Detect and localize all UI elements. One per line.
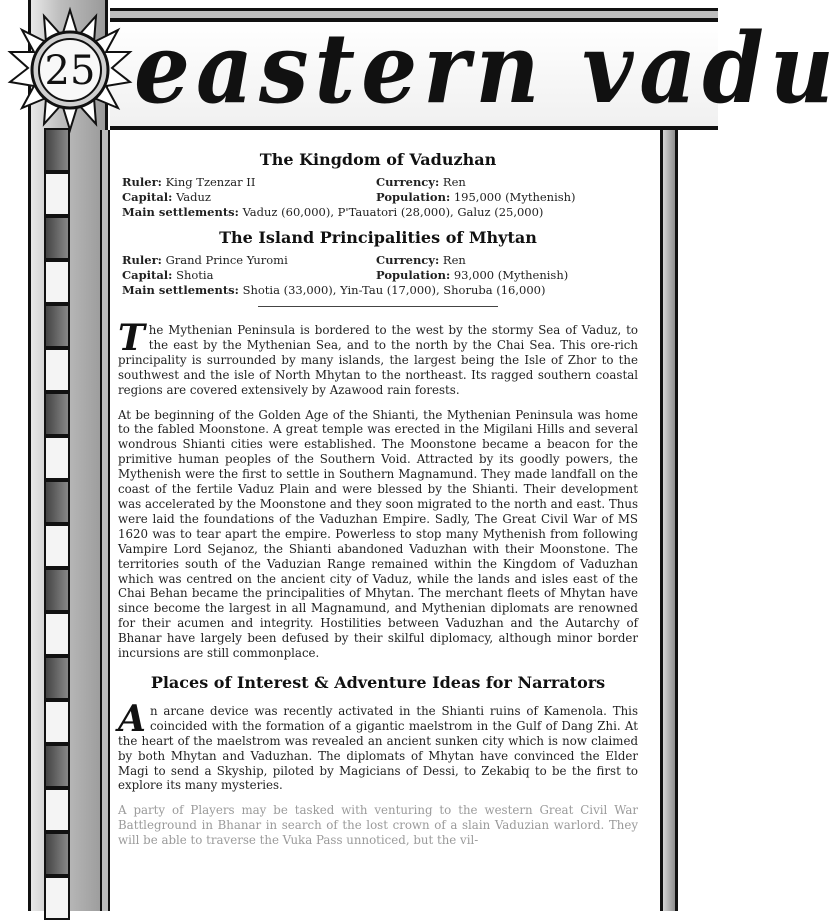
settlements-label: Main settlements: [122,205,239,219]
section-divider [258,306,498,307]
principalities-stats [122,253,638,298]
banner-title: eastern vadu [134,10,840,126]
left-frame-stripes [44,128,70,911]
chapter-banner [110,10,840,130]
capital-value: Vaduz [176,190,211,204]
paragraph-faded: A party of Players may be tasked with venturing to the western Great Civil War Battleground in Bhanar in search of the lost crown of a slain Vaduzian warlord. They will be able to traverse the Vuka Pass unnoticed, but the vil- [118,803,638,848]
kingdom-stats [122,175,638,220]
currency-label: Currency: [376,253,440,267]
population-label: Population: [376,190,451,204]
drop-cap: T [118,317,145,359]
capital-label: Capital: [122,268,173,282]
left-inner-rule [100,130,110,911]
paragraph-adventure [118,697,638,793]
settlements-value: Shotia (33,000), Yin-Tau (17,000), Shoruba (16,000) [242,283,546,297]
currency-value: Ren [442,175,466,189]
page-content [118,150,638,848]
ruler-label: Ruler: [122,253,162,267]
section-title: Places of Interest & Adventure Ideas for Narrators [150,672,606,692]
paragraph-geography [118,317,638,398]
page-number: 25 [44,48,96,94]
settlements-label: Main settlements: [122,283,239,297]
ruler-value: King Tzenzar II [165,175,256,189]
paragraph-text: n arcane device was recently activated in the Shianti ruins of Kamenola. This coincided with the formation of a gigantic maelstrom in the Gulf of Dang Zhi. At the heart of the maelstrom was revealed an ancient sunken city which is now claimed by both Mhytan and Vaduzhan. The diplomats of Mhytan have convinced the Elder Magi to send a Skyship, piloted by Magicians of Dessi, to Zekabiq to be the first to explore its many mysteries. [118,703,638,793]
population-label: Population: [376,268,451,282]
right-frame [660,130,678,911]
currency-label: Currency: [376,175,440,189]
population-value: 93,000 (Mythenish) [453,268,569,282]
population-value: 195,000 (Mythenish) [453,190,576,204]
drop-cap: A [118,697,146,740]
right-margin [678,130,718,911]
capital-value: Shotia [176,268,214,282]
principalities-title: The Island Principalities of Mhytan [219,228,537,247]
currency-value: Ren [442,253,466,267]
kingdom-title: The Kingdom of Vaduzhan [259,150,497,169]
page-number-badge [8,8,132,132]
paragraph-text: he Mythenian Peninsula is bordered to the west by the stormy Sea of Vaduz, to the east by the Mythenian Sea, and to the north by the Chai Sea. This ore-rich principality is surrounded by many islands, the largest being the Isle of Zhor to the southwest and the isle of North Mhytan to the northeast. Its ragged southern coastal regions are covered extensively by Azawood rain forests. [118,323,638,397]
ruler-value: Grand Prince Yuromi [165,253,288,267]
ruler-label: Ruler: [122,175,162,189]
capital-label: Capital: [122,190,173,204]
paragraph-history: At be beginning of the Golden Age of the Shianti, the Mythenian Peninsula was home to the fabled Moonstone. A great temple was erected in the Migilani Hills and several wondrous Shianti cities were established. The Moonstone became a beacon for the primitive human peoples of the Southern Void. Attracted by its goodly powers, the Mythenish were the first to settle in Southern Magnamund. They made landfall on the coast of the fertile Vaduz Plain and were blessed by the Shianti. Their development was accelerated by the Moonstone and they soon migrated to the north and east. Thus were laid the foundations of the Vaduzhan Empire. Sadly, The Great Civil War of MS 1620 was to tear apart the empire. Powerless to stop many Mythenish from following Vampire Lord Sejanoz, the Shianti abandoned Vaduzhan with their Moonstone. The territories south of the Vaduzian Range remained within the Kingdom of Vaduzhan which was centred on the ancient city of Vaduz, while the lands and isles east of the Chai Behan became the principalities of Mhytan. The merchant fleets of Mhytan have since become the largest in all Magnamund, and Mythenian diplomats are renowned for their acumen and integrity. Hostilities between Vaduzhan and the Autarchy of Bhanar have largely been defused by their skilful diplomacy, although minor border incursions are still commonplace. [118,407,638,661]
settlements-value: Vaduz (60,000), P'Tauatori (28,000), Galuz (25,000) [242,205,544,219]
